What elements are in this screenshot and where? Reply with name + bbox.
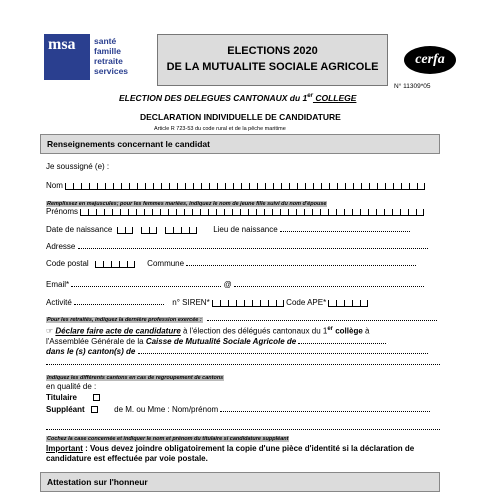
cerfa-logo: cerfa	[404, 46, 456, 74]
birth-year-input[interactable]	[165, 227, 197, 234]
email-domain-input[interactable]	[234, 280, 424, 287]
prenoms-row	[46, 207, 424, 216]
birth-month-input[interactable]	[141, 227, 157, 234]
siren-input[interactable]	[212, 300, 284, 307]
msa-logo-mark	[44, 34, 90, 80]
nom-label: Nom	[46, 181, 63, 190]
logo-line: retraite	[94, 56, 123, 66]
title-box	[157, 34, 388, 86]
cochez-help: Cochez la case concernée et indiquer le nom et prénom du titulaire si candidature suppléant	[47, 436, 289, 442]
commune-label: Commune	[147, 259, 185, 268]
logo-line: services	[94, 66, 129, 76]
election-subtitle: ELECTION DES DELEGUES CANTONAUX du 1er COLLEGE	[119, 93, 357, 103]
soussigne-label: Je soussigné (e) :	[46, 162, 110, 171]
title-line-1: ELECTIONS 2020	[227, 45, 318, 57]
suppleant-label: Suppléant	[46, 405, 85, 414]
email-label: Email*	[46, 280, 70, 289]
code-postal-label: Code postal	[46, 259, 89, 268]
suppleant-row	[46, 405, 430, 414]
cantons-input[interactable]	[138, 347, 428, 354]
declaration-title: DECLARATION INDIVIDUELLE DE CANDIDATURE	[140, 112, 341, 122]
caisse-label: Caisse de Mutualité Sociale Agricole de	[145, 336, 297, 346]
caisse-input[interactable]	[298, 337, 386, 344]
nom-input[interactable]	[65, 183, 425, 190]
cantons-help: Indiquez les différents cantons en cas de regroupement de cantons	[47, 375, 224, 381]
lieu-input[interactable]	[280, 225, 410, 232]
code-postal-input[interactable]	[95, 261, 135, 268]
important-text: : Vous devez joindre obligatoirement la copie d'une pièce d'identité si la déclaration de candidature est effectuée par voie postale.	[46, 444, 415, 463]
logo-words	[94, 36, 128, 76]
email-at: @	[223, 280, 232, 289]
activite-input[interactable]	[74, 298, 164, 305]
retraites-input[interactable]	[207, 316, 437, 321]
prenoms-label: Prénoms	[46, 207, 79, 216]
activite-label: Activité	[46, 298, 72, 307]
cantons-label: dans le (s) canton(s) de	[46, 346, 136, 356]
adresse-row	[46, 242, 428, 251]
naissance-label: Date de naissance	[46, 225, 113, 234]
nom-row	[46, 181, 425, 190]
titulaire-row	[46, 393, 100, 402]
suppleant-of-input[interactable]	[220, 405, 430, 412]
pointing-hand-icon: ☞	[46, 326, 54, 336]
qualite-label: en qualité de :	[46, 382, 97, 391]
adresse-input[interactable]	[78, 242, 428, 249]
code-ape-label: Code APE*	[286, 298, 327, 307]
important-label: Important	[46, 444, 83, 453]
adresse-label: Adresse	[46, 242, 76, 251]
retraites-help: Pour les retraités, indiquez la dernière profession exercée :	[47, 317, 202, 323]
code-ape-input[interactable]	[328, 300, 368, 307]
siren-label: n° SIREN*	[172, 298, 210, 307]
activite-row	[46, 298, 368, 307]
titulaire-label: Titulaire	[46, 393, 77, 402]
titulaire-checkbox[interactable]	[93, 394, 100, 401]
lieu-label: Lieu de naissance	[213, 225, 278, 234]
cantons-input-2[interactable]	[46, 358, 440, 365]
cerfa-number: N° 11309*05	[394, 83, 431, 90]
section-attestation-heading: Attestation sur l'honneur	[40, 472, 440, 492]
nom-help: Remplissez en majuscules; pour les femmes mariées, indiquez le nom de jeune fille suivi du nom d'épouse	[47, 201, 327, 207]
birth-day-input[interactable]	[117, 227, 133, 234]
commune-row	[46, 259, 416, 268]
important-notice	[46, 444, 442, 464]
logo-line: famille	[94, 46, 121, 56]
suppleant-of-label: de M. ou Mme : Nom/prénom	[114, 405, 219, 414]
email-user-input[interactable]	[71, 280, 221, 287]
title-line-2: DE LA MUTUALITE SOCIALE AGRICOLE	[166, 61, 379, 73]
naissance-row	[46, 225, 410, 234]
msa-logo	[44, 34, 144, 82]
section-candidat-heading: Renseignements concernant le candidat	[40, 134, 440, 154]
article-reference: Article R 723-53 du code rural et de la pêche maritime	[154, 126, 286, 132]
commune-input[interactable]	[186, 259, 416, 266]
declare-bold: Déclare faire acte de candidature	[55, 326, 181, 336]
email-row	[46, 280, 424, 289]
prenoms-input[interactable]	[80, 209, 424, 216]
suppleant-checkbox[interactable]	[91, 406, 98, 413]
logo-mark-text: msa	[48, 36, 76, 53]
declaration-paragraph: ☞ Déclare faire acte de candidature à l'élection des délégués cantonaux du 1er collège à l'Assemblée Générale de la Caisse de Mutualité Sociale Agricole de dans le (s) canton(s) de	[46, 324, 440, 368]
logo-line: santé	[94, 36, 117, 46]
